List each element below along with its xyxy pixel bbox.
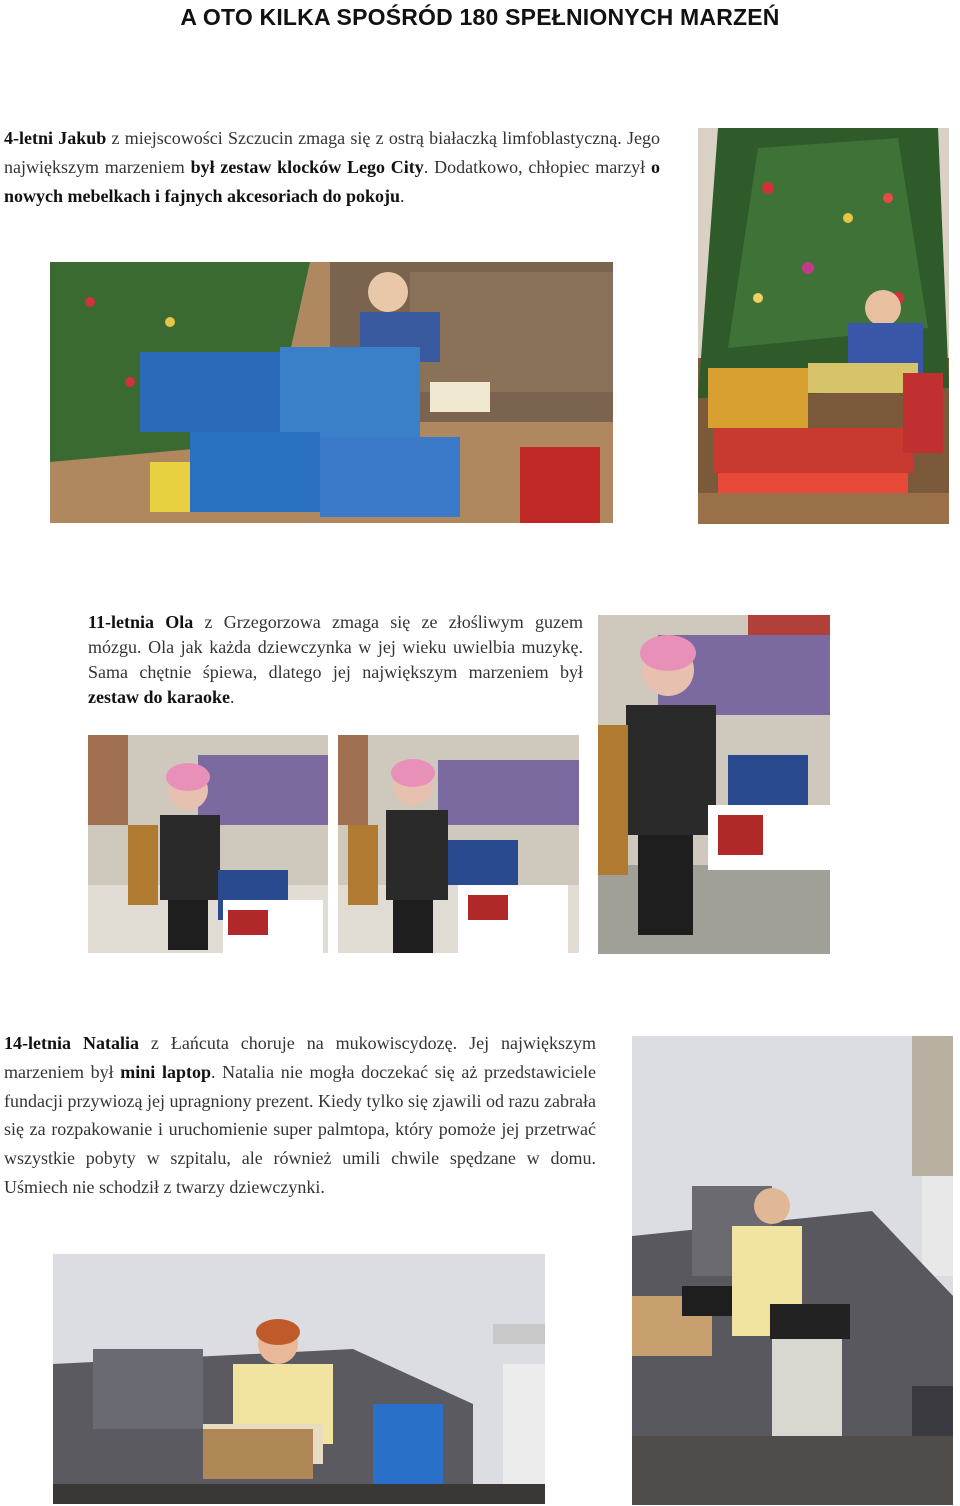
photo-ola-3 [598, 615, 830, 954]
story-text-run: z miejscowości Szczucin zmaga się z ostrą białaczką limfoblastyczną. Jego największym marzeniem [4, 128, 660, 177]
photo-jakub-lego-boxes [50, 262, 613, 523]
photo-natalia-laptop [632, 1036, 953, 1505]
page-title: A OTO KILKA SPOŚRÓD 180 SPEŁNIONYCH MARZEŃ [180, 4, 780, 30]
story-highlight: mini laptop [120, 1061, 211, 1082]
story-text-natalia [4, 1029, 596, 1202]
story-highlight: był zestaw klocków Lego City [190, 156, 424, 177]
story-text-run: . Dodatkowo, chłopiec marzył [423, 156, 651, 177]
photo-ola-1 [88, 735, 328, 953]
story-text-run: . [230, 687, 235, 707]
story-text-run: z Łańcuta choruje na mukowiscydozę. Jej największym marzeniem był [4, 1033, 596, 1082]
photo-natalia-unpacking [53, 1254, 545, 1504]
story-highlight: o nowych mebelkach i fajnych akcesoriach do pokoju [4, 156, 660, 206]
story-text-run: z Grzegorzowa zmaga się ze złośliwym guzem mózgu. Ola jak każda dziewczynka w jej wieku uwielbia muzykę. Sama chętnie śpiewa, dlatego jej największym marzeniem był [88, 612, 584, 682]
story-highlight: 4-letni Jakub [4, 128, 107, 148]
photo-ola-2 [338, 735, 579, 953]
story-highlight: 11-letnia Ola [88, 612, 194, 632]
story-text-run: . [400, 185, 405, 206]
story-text-run: . Natalia nie mogła doczekać się aż przedstawiciele fundacji przywiozą jej upragniony prezent. Kiedy tylko się zjawili od razu zabrała się za rozpakowanie i uruchomienie super palmtopa, który pomoże jej przetrwać wszystkie pobyty w szpitalu, ale również umili chwile spędzane w domu. Uśmiech nie schodził z twarzy dziewczynki. [4, 1061, 596, 1197]
photo-jakub-christmas-tree [698, 128, 949, 524]
story-text-ola [88, 610, 583, 710]
story-highlight: zestaw do karaoke [88, 687, 230, 707]
story-text-jakub [4, 124, 660, 210]
story-highlight: 14-letnia Natalia [4, 1033, 139, 1053]
